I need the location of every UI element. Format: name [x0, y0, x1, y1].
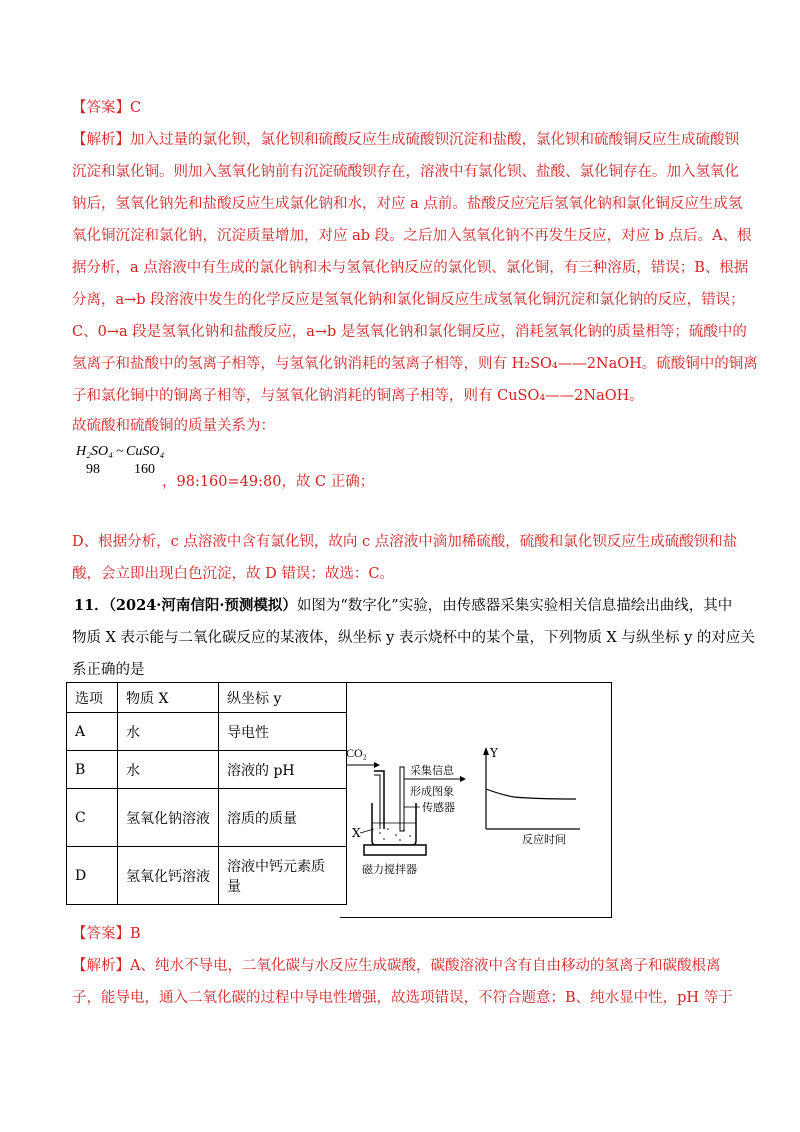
liquid-dots: [379, 828, 411, 841]
experiment-diagram: [340, 682, 612, 918]
relation-text: 故硫酸和硫酸铜的质量关系为：: [72, 418, 275, 434]
eq-right: CuSO₄: [126, 444, 165, 459]
table-cell: 溶液的 pH: [219, 751, 347, 789]
experiment-figure: [340, 683, 612, 919]
analysis-text: 钠后，氢氧化钠先和盐酸反应生成氯化钠和水，对应 a 点前。盐酸反应完后氢氧化钠和氯化铜反应生成氢: [72, 196, 743, 212]
table-row: [67, 713, 347, 751]
sensor-label: 传感器: [422, 801, 455, 814]
analysis-tag: 【解析】: [72, 132, 130, 148]
co2-arrow-head: [374, 762, 380, 768]
answer-value: C: [130, 100, 142, 116]
analysis-line: [72, 956, 720, 976]
gas-tube-inner: [374, 775, 380, 829]
form-label: 形成图象: [410, 785, 454, 798]
analysis-text: 加入过量的氯化钡，氯化钡和硫酸反应生成硫酸钡沉淀和盐酸，氯化钡和硫酸铜反应生成硫酸钡: [130, 132, 739, 148]
question-11-stem: [74, 596, 732, 616]
question-source: （2024·河南信阳·预测模拟）: [108, 597, 297, 614]
analysis-line: [72, 130, 739, 150]
answer-line-1: [72, 98, 141, 118]
stirrer-label: 磁力搅拌器: [362, 863, 417, 876]
collect-label: 采集信息: [410, 764, 454, 777]
beaker: [372, 803, 416, 845]
table-cell: 水: [118, 751, 219, 789]
eq-left: H₂SO₄: [76, 444, 113, 459]
analysis-text: 氢离子和盐酸中的氢离子相等，与氢氧化钠消耗的氢离子相等，则有 H₂SO₄——2NaOH。硫酸铜中的铜离: [72, 356, 758, 372]
stem-text: 如图为“数字化”实验，由传感器采集实验相关信息描绘出曲线，其中: [296, 598, 733, 614]
header-cell: 纵坐标 y: [219, 683, 347, 713]
sensor-rod: [400, 767, 404, 831]
x-material-label: X: [352, 826, 361, 840]
header-cell: 选项: [67, 683, 118, 713]
table-cell: 导电性: [219, 713, 347, 751]
d-text: 酸，会立即出现白色沉淀，故 D 错误；故选：C。: [72, 566, 394, 582]
table-cell: 氢氧化钙溶液: [118, 847, 219, 905]
question-number: 11．: [74, 597, 109, 614]
y-curve: [486, 789, 576, 799]
options-table: [66, 682, 347, 905]
table-row: [67, 847, 347, 905]
table-cell: A: [67, 713, 118, 751]
eq-tilde: ~: [116, 444, 124, 459]
table-cell: C: [67, 789, 118, 847]
analysis-text: C、0→a 段是氢氧化钠和盐酸反应，a→b 是氢氧化钠和氯化铜反应，消耗氢氧化钠的质量相等；硫酸中的: [72, 324, 747, 340]
table-cell: 氢氧化钠溶液: [118, 789, 219, 847]
analysis-text: 分离，a→b 段溶液中发生的化学反应是氢氧化钠和氯化铜反应生成氢氧化铜沉淀和氯化钠的反应，错误；: [72, 292, 745, 308]
header-cell: 物质 X: [118, 683, 219, 713]
x-axis-label: 反应时间: [522, 833, 566, 846]
answer-tag: 【答案】: [72, 926, 130, 942]
eq-num-left: 98: [86, 462, 100, 477]
table-cell: 水: [118, 713, 219, 751]
answer-tag: 【答案】: [72, 100, 130, 116]
analysis-text: 据分析，a 点溶液中有生成的氯化钠和未与氢氧化钠反应的氯化钡、氯化铜，有三种溶质，错误；B、根据: [72, 260, 749, 276]
answer-value: B: [130, 926, 141, 942]
y-axis-label: Y: [490, 746, 498, 760]
answer-line-2: [72, 924, 141, 944]
stem-text: 系正确的是: [72, 662, 145, 678]
table-cell: B: [67, 751, 118, 789]
ratio-text: ，98:160=49:80，故 C 正确；: [162, 474, 375, 490]
table-row: [67, 789, 347, 847]
analysis-tag: 【解析】: [72, 958, 130, 974]
table-cell: 溶液中钙元素质量: [219, 847, 347, 905]
stem-text: 物质 X 表示能与二氧化碳反应的某液体，纵坐标 y 表示烧杯中的某个量，下列物质 X 与纵坐标 y 的对应关: [72, 630, 755, 646]
y-axis-arrow: [483, 747, 489, 755]
analysis-text: 子，能导电，通入二氧化碳的过程中导电性增强，故选项错误，不符合题意；B、纯水显中性，pH 等于: [72, 990, 733, 1006]
analysis-text: 氧化铜沉淀和氯化钠，沉淀质量增加，对应 ab 段。之后加入氢氧化钠不再发生反应，对应 b 点后。A、根: [72, 228, 752, 244]
d-text: D、根据分析，c 点溶液中含有氯化钡，故向 c 点溶液中滴加稀硫酸，硫酸和氯化钡反应生成硫酸钡和盐: [72, 534, 738, 550]
table-cell: D: [67, 847, 118, 905]
table-header: [67, 683, 347, 713]
analysis-text: A、纯水不导电，二氧化碳与水反应生成碳酸，碳酸溶液中含有自由移动的氢离子和碳酸根离: [130, 958, 721, 974]
analysis-text: 子和氯化铜中的铜离子相等，与氢氧化钠消耗的铜离子相等，则有 CuSO₄——2NaOH。: [72, 388, 644, 404]
stirrer-base: [364, 845, 426, 855]
co2-label: CO₂: [346, 746, 367, 760]
eq-num-right: 160: [134, 462, 155, 477]
gas-tube: [374, 771, 384, 829]
table-cell: 溶质的质量: [219, 789, 347, 847]
analysis-text: 沉淀和氯化铜。则加入氢氧化钠前有沉淀硫酸钡存在，溶液中有氯化钡、盐酸、氯化铜存在。加入氢氧化: [72, 164, 739, 180]
signal-arrow-head: [460, 776, 466, 782]
table-row: [67, 751, 347, 789]
